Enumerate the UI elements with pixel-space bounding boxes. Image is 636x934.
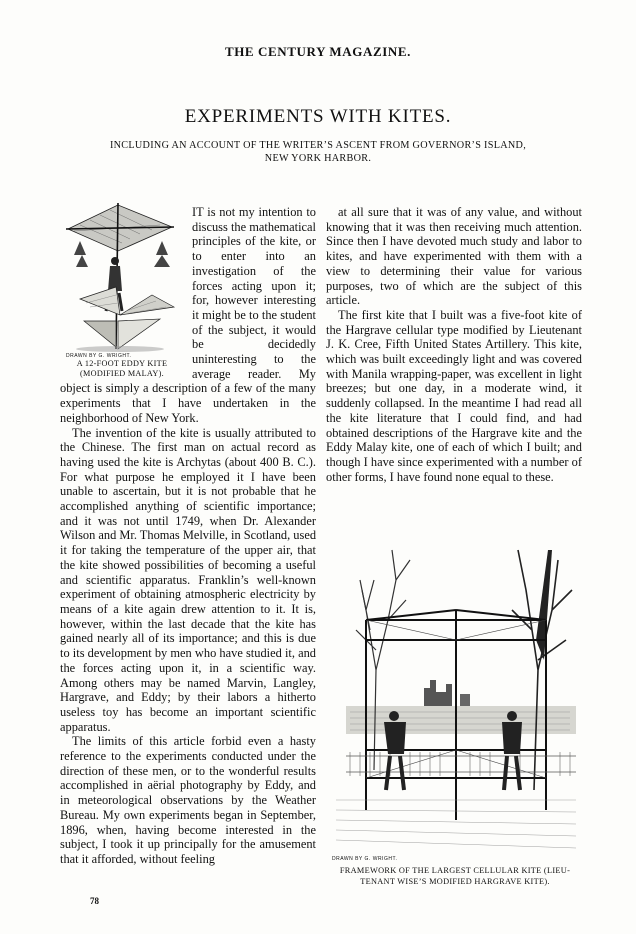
right-column [326,205,582,484]
large-figure-caption [326,866,584,887]
left-column [60,205,316,867]
small-caption-line-1: A 12-FOOT EDDY KITE [76,359,168,368]
small-caption-line-2: (MODIFIED MALAY). [80,369,164,378]
left-paragraph-1-text: T is not my intention to discuss the mathematical principles of the kite, or to enter into an investigation of the forces acting upon it; for, however interesting it might be to the student of the subject, it would be decidedly uninteresting to the average reader. My object is simply a description of a few of the many experiments that I have undertaken in the neighborhood of New York. [60,205,316,425]
small-figure-credit: DRAWN BY G. WRIGHT. [66,353,132,359]
eddy-kite-figure [60,203,188,378]
subtitle-line-2: NEW YORK HARBOR. [264,152,372,164]
large-caption-line-2: TENANT WISE’S MODIFIED HARGRAVE KITE). [360,876,550,886]
large-figure-credit: DRAWN BY G. WRIGHT. [332,856,398,862]
cellular-kite-illustration [326,520,584,855]
eddy-kite-illustration [60,203,188,353]
large-caption-line-1: FRAMEWORK OF THE LARGEST CELLULAR KITE (LIEU- [339,866,571,875]
drop-cap: I [192,205,197,219]
right-paragraph-2: The first kite that I built was a five-foot kite of the Hargrave cellular type modified by Lieutenant J. K. Cree, Fifth United States Artillery. This kite, which was built exceedingly light and was covered with Manila wrapping-paper, was excellent in light breezes; but one day, in a moderate wind, it suddenly collapsed. In the meantime I had read all the kite literature that I could find, and had obtained descriptions of the Hargrave kite and the Eddy Malay kite, one of each of which I built; and though I have since experimented with a number of other forms, I have found none equal to these. [326,307,582,484]
left-paragraph-3: The limits of this article forbid even a hasty reference to the experiments conducted under the direction of these men, or to the wonderful results accomplished in aërial photography by Eddy, and in meteorological observations by the Weather Bureau. My own experiments began in September, 1896, when, having become interested in the subject, I took it up principally for the amusement that it afforded, without feeling [60,734,316,866]
small-figure-caption [62,359,182,379]
right-paragraph-1: at all sure that it was of any value, and without knowing that it was then receiving much attention. Since then I have devoted much study and labor to kites, and have experimented with them with a view to determining their value for various purposes, two of which are the subject of this article. [326,205,582,308]
subtitle-line-1: INCLUDING AN ACCOUNT OF THE WRITER’S ASCENT FROM GOVERNOR’S ISLAND, [109,140,527,151]
article-subtitle [70,140,566,165]
article-title: EXPERIMENTS WITH KITES. [184,106,452,127]
left-paragraph-2: The invention of the kite is usually attributed to the Chinese. The first man on actual record as having used the kite is Archytas (about 400 B. C.). For what purpose he employed it I have been unable to ascertain, but it is not probable that he accomplished anything of scientific importance; and it was not until 1749, when Dr. Alexander Wilson and Mr. Thomas Melville, in Scotland, used it for taking the temperature of the upper air, that the kite showed possibilities of becoming a useful and scientific apparatus. Franklin’s well-known experiment of obtaining atmospheric electricity by means of a kite again drew attention to it. It is, however, within the last decade that the kite has gained nearly all of its importance; and this is due to its development by men who have studied it, and the forces acting upon it, in a scientific way. Among others may be named Marvin, Langley, Hargrave, and Eddy; by their labors a hitherto useless toy has become an important scientific apparatus. [60,425,317,734]
page-number: 78 [90,896,99,906]
running-head: THE CENTURY MAGAZINE. [224,44,412,59]
